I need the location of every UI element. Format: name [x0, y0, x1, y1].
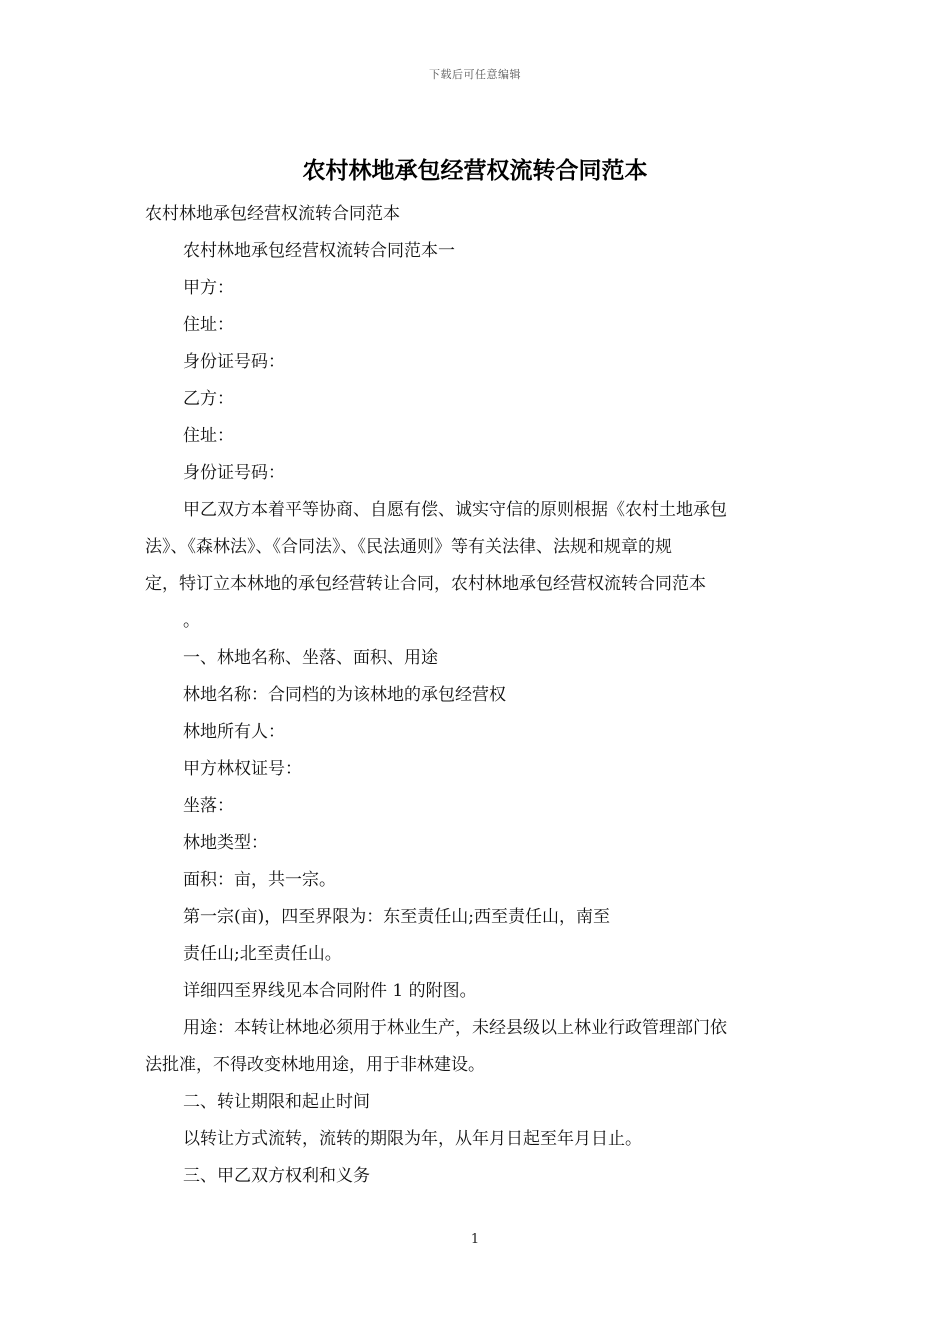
body-line: 定，特订立本林地的承包经营转让合同，农村林地承包经营权流转合同范本: [145, 574, 706, 594]
body-line: 三、甲乙双方权利和义务: [183, 1166, 370, 1186]
body-line: 林地类型：: [183, 833, 268, 853]
body-line: 甲方林权证号：: [183, 759, 302, 779]
body-line: 用途：本转让林地必须用于林业生产，未经县级以上林业行政管理部门依: [183, 1018, 727, 1038]
body-line: 乙方：: [183, 389, 234, 409]
document-title: 农村林地承包经营权流转合同范本: [302, 157, 648, 184]
body-line: 法》、《森林法》、《合同法》、《民法通则》等有关法律、法规和规章的规: [145, 537, 672, 557]
body-line: 身份证号码：: [183, 352, 285, 372]
body-line: 农村林地承包经营权流转合同范本: [145, 204, 400, 224]
body-line: 一、林地名称、坐落、面积、用途: [183, 648, 438, 668]
document-body: [145, 196, 807, 1195]
page-number: 1: [470, 1232, 480, 1247]
body-line: 甲方：: [183, 278, 234, 298]
body-line: 法批准，不得改变林地用途，用于非林建设。: [145, 1055, 485, 1075]
body-line: 身份证号码：: [183, 463, 285, 483]
body-line: 甲乙双方本着平等协商、自愿有偿、诚实守信的原则根据《农村土地承包: [183, 500, 727, 520]
body-line: 第一宗(亩)，四至界限为：东至责任山;西至责任山，南至: [183, 907, 610, 927]
body-line: 面积：亩，共一宗。: [183, 870, 336, 890]
body-line: 以转让方式流转，流转的期限为年，从年月日起至年月日止。: [183, 1129, 642, 1149]
body-line: 林地所有人：: [183, 722, 285, 742]
body-line: 住址：: [183, 315, 234, 335]
body-line: 农村林地承包经营权流转合同范本一: [183, 241, 455, 261]
header-note: 下载后可任意编辑: [429, 68, 521, 81]
body-line: 责任山;北至责任山。: [183, 944, 342, 964]
body-line: 坐落：: [183, 796, 234, 816]
body-line: 二、转让期限和起止时间: [183, 1092, 370, 1112]
body-line: 详细四至界线见本合同附件 1 的附图。: [183, 981, 477, 1001]
body-line: 林地名称：合同档的为该林地的承包经营权: [183, 685, 506, 705]
body-line: 。: [183, 611, 200, 631]
body-line: 住址：: [183, 426, 234, 446]
